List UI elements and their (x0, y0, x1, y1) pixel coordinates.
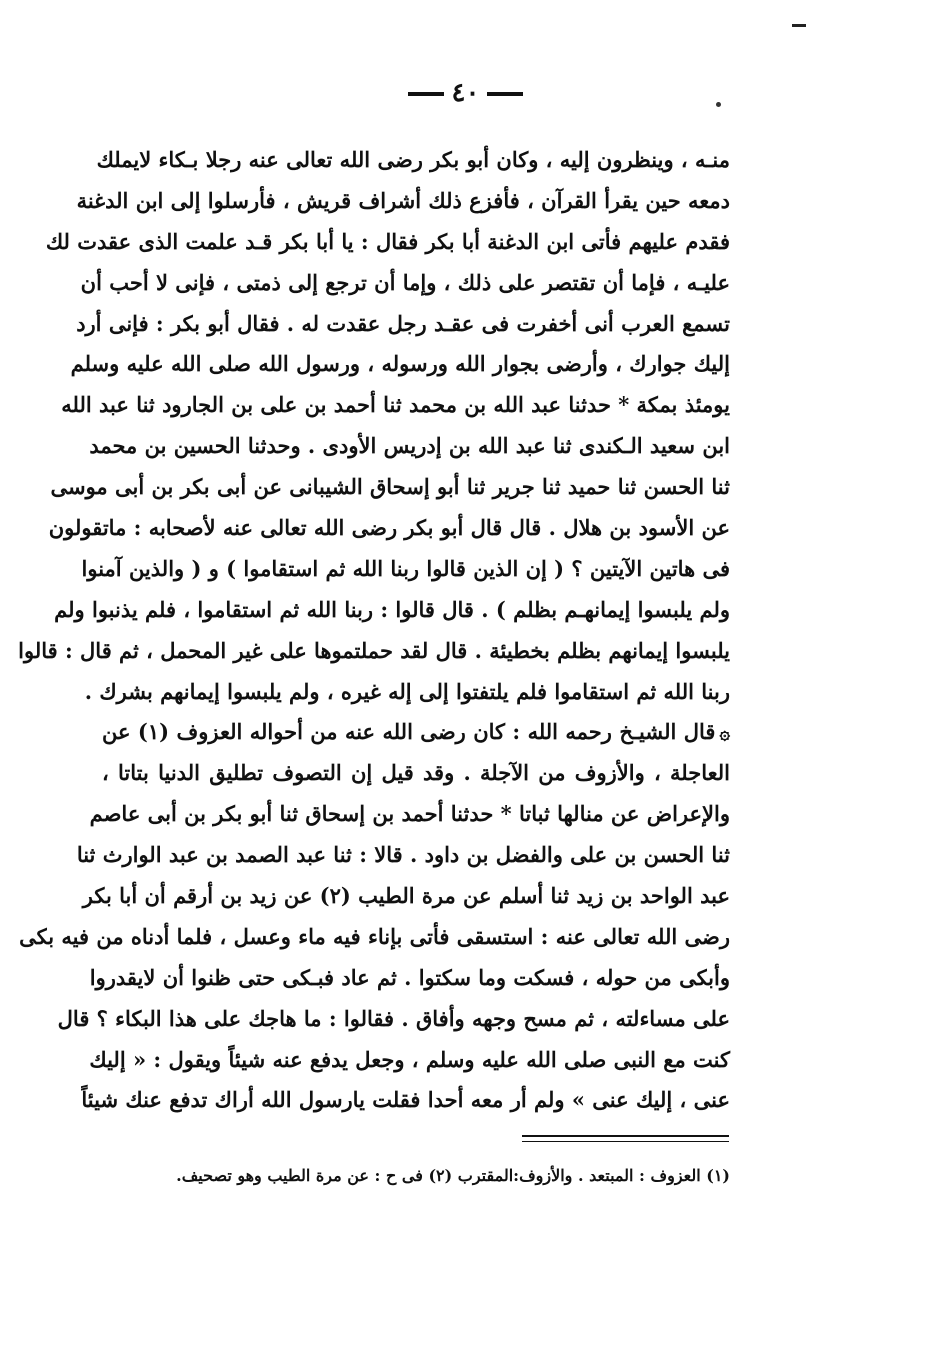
text-line: يلبسوا إيمانهم بظلم بخطيئة . قال لقد حملتموها على غير المحمل ، ثم قال : قالوا (18, 637, 730, 663)
main-text (18, 140, 730, 1121)
text-line: عن الأسود بن هلال . قال قال أبو بكر رضى الله تعالى عنه لأصحابه : ماتقولون (48, 515, 730, 541)
text-line: عنى ، إليك عنى » ولم أر معه أحدا فقلت يارسول الله أراك تدفع عنك شيئاً (81, 1087, 730, 1113)
page-number-header (0, 78, 931, 108)
section-start-line (102, 712, 730, 753)
text-line: على مساءلته ، ثم مسح وجهه وأفاق . فقالوا : ما هاجك على هذا البكاء ؟ قال (57, 1005, 730, 1031)
footnote-separator-thin (522, 1141, 729, 1142)
text-line: ربنا الله ثم استقاموا فلم يلتفتوا إلى إله غيره ، ولم يلبسوا إيمانهم بشرك . (84, 678, 730, 704)
text-line: رضى الله تعالى عنه : استسقى فأتى بإناء فيه ماء وعسل ، فلما أدناه من فيه بكى (19, 923, 730, 949)
text-line-content: قال الشيـخ رحمه الله : كان رضى الله عنه من أحواله العزوف (١) عن (102, 719, 716, 745)
page-number: ٤٠ (451, 78, 480, 108)
text-line: وأبكى من حوله ، فسكت وما سكتوا . ثم عاد فبـكى حتى ظنوا أن لايقدروا (89, 964, 730, 990)
text-line: فى هاتين الآيتين ؟ ( إن الذين قالوا ربنا الله ثم استقاموا ) و ( والذين آمنوا (81, 555, 730, 581)
text-line: دمعه حين يقرأ القرآن ، فأفزع ذلك أشراف قريش ، فأرسلوا إلى ابن الدغنة (76, 187, 730, 213)
text-line: فقدم عليهم فأتى ابن الدغنة أبا بكر فقال : يا أبا بكر قـد علمت الذى عقدت لك (45, 228, 730, 254)
page-number-dash-right (487, 92, 523, 96)
text-line: والإعراض عن منالها ثباتا * حدثنا أحمد بن إسحاق ثنا أبو بكر بن أبى عاصم (89, 801, 730, 827)
text-line: كنت مع النبى صلى الله عليه وسلم ، وجعل يدفع عنه شيئاً ويقول : « إليك (89, 1046, 730, 1072)
text-line: يومئذ بمكة * حدثنا عبد الله بن محمد ثنا أحمد بن على بن الجارود ثنا عبد الله (61, 392, 730, 418)
top-edge-mark (792, 24, 806, 27)
text-line: عبد الواحد بن زيد ثنا أسلم عن مرة الطيب (٢) عن زيد بن أرقم أن أبا بكر (82, 883, 730, 909)
footnote-separator (522, 1135, 729, 1137)
text-line: ثنا الحسن ثنا حميد ثنا جرير ثنا أبو إسحاق الشيبانى عن أبى بكر بن أبى موسى (50, 474, 730, 500)
text-line: ثنا الحسن بن على والفضل بن داود . قالا : ثنا عبد الصمد بن عبد الوارث ثنا (76, 842, 730, 868)
text-line: تسمع العرب أنى أخفرت فى عقـد رجل عقدت له . فقال أبو بكر : فإنى أرد (76, 310, 730, 336)
text-line: ولم يلبسوا إيمانهـم بظلم ) . قال قالوا : ربنا الله ثم استقاموا ، فلم يذنبوا ولم (54, 596, 730, 622)
text-line: منـه ، وينظرون إليه ، وكان أبو بكر رضى الله تعالى عنه رجلا بـكاء لايملك (96, 147, 730, 172)
text-line: إليك جوارك ، وأرضى بجوار الله ورسوله ، ورسول الله صلى الله عليه وسلم (70, 351, 730, 377)
text-line: العاجلة ، والأزوف من الآجلة . وقد قيل إن التصوف تطليق الدنيا بتاتا ، (102, 760, 730, 786)
ornament-icon: ۞ (719, 723, 730, 745)
page-number-dash-left (408, 92, 444, 96)
footnote: (١) العزوف : المبتعد . والأزوف:المقترب (٢) فى ح : عن مرة الطيب وهو تصحيف. (176, 1166, 730, 1185)
text-line: عليـه ، فإما أن تقتصر على ذلك ، وإما أن ترجع إلى ذمتى ، فإنى لا أحب أن (80, 269, 730, 295)
text-line: ابن سعيد الـكندى ثنا عبد الله بن إدريس الأودى . وحدثنا الحسين بن محمد (89, 433, 730, 459)
